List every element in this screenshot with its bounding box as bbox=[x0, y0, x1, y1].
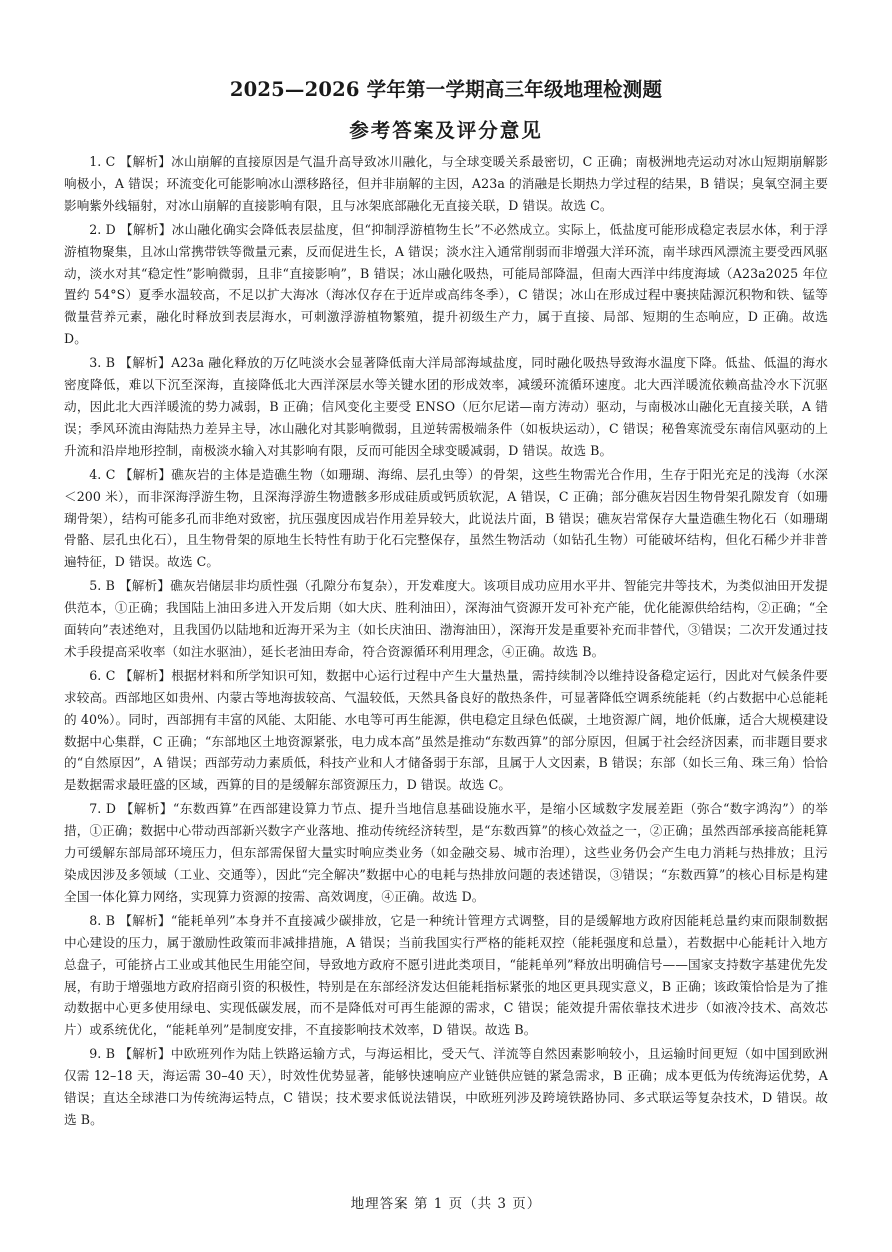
answer-item-8 bbox=[64, 910, 828, 1041]
answer-head: 5. B 【解析】 bbox=[89, 578, 171, 594]
answer-head: 2. D 【解析】 bbox=[89, 221, 172, 237]
answer-text: 中欧班列作为陆上铁路运输方式，与海运相比，受天气、洋流等自然因素影响较小，且运输时间更短（如中国到欧洲仅需 12–18 天，海运需 30–40 天），时效性优势显著，能够快速响应产业链供应链的紧急需求，B 正确；成本更低为传统海运优势，A 错误；直达全球港口为传统海运特点，C 错误；技术要求低说法错误，中欧班列涉及跨境铁路协同、多式联运等复杂技术，D 错误。故选 B。 bbox=[64, 1046, 828, 1127]
answer-text: “能耗单列”本身并不直接减少碳排放，它是一种统计管理方式调整，目的是缓解地方政府因能耗总量约束而限制数据中心建设的压力，属于激励性政策而非减排措施，A 错误；当前我国实行严格的能耗双控（能耗强度和总量），若数据中心能耗计入地方总盘子，可能挤占工业或其他民生用能空间，导致地方政府不愿引进此类项目，“能耗单列”释放出明确信号——国家支持数字基建优先发展，有助于增强地方政府招商引资的积极性，特别是在东部经济发达但能耗指标紧张的地区更具现实意义，B 正确；该政策恰恰是为了推动数据中心更多使用绿电、实现低碳发展，而不是降低对可再生能源的需求，C 错误；能效提升需依靠技术进步（如液冷技术、高效芯片）或系统优化，“能耗单列”是制度安排，不直接影响技术效率，D 错误。故选 B。 bbox=[64, 912, 828, 1038]
answer-page bbox=[64, 76, 828, 1133]
answer-head: 7. D 【解析】 bbox=[89, 801, 173, 817]
answer-head: 4. C 【解析】 bbox=[89, 466, 172, 482]
page-footer: 地理答案 第 1 页（共 3 页） bbox=[350, 1196, 542, 1212]
answer-text: 冰山崩解的直接原因是气温升高导致冰川融化，与全球变暖关系最密切，C 正确；南极洲地壳运动对冰山短期崩解影响极小，A 错误；环流变化可能影响冰山漂移路径，但并非崩解的主因，A23a 的消融是长期热力学过程的结果，B 错误；臭氧空洞主要影响紫外线辐射，对冰山崩解的直接影响有限，且与冰架底部融化无直接关联，D 错误。故选 C。 bbox=[64, 154, 828, 213]
answer-text: 礁灰岩储层非均质性强（孔隙分布复杂），开发难度大。该项目成功应用水平井、智能完井等技术，为类似油田开发提供范本，①正确；我国陆上油田多进入开发后期（如大庆、胜利油田），深海油气资源开发可补充产能，优化能源供给结构，②正确；“全面转向”表述绝对，且我国仍以陆地和近海开采为主（如长庆油田、渤海油田），深海开发是重要补充而非替代，③错误；二次开发通过技术手段提高采收率（如注水驱油），延长老油田寿命，符合资源循环利用理念，④正确。故选 B。 bbox=[64, 578, 828, 659]
answer-head: 9. B 【解析】 bbox=[89, 1046, 171, 1062]
answer-item-3 bbox=[64, 352, 828, 462]
answer-text: 礁灰岩的主体是造礁生物（如珊瑚、海绵、层孔虫等）的骨架，这些生物需光合作用，生存于阳光充足的浅海（水深＜200 米），而非深海浮游生物，且深海浮游生物遗骸多形成硅质或钙质软泥，A 错误，C 正确；部分礁灰岩因生物骨架孔隙发育（如珊瑚骨架），结构可能多孔而非绝对致密，抗压强度因成岩作用差异较大，此说法片面，B 错误；礁灰岩常保存大量造礁生物化石（如珊瑚骨骼、层孔虫化石），且生物骨架的原地生长特性有助于化石完整保存，虽然生物活动（如钻孔生物）可能破坏结构，但化石稀少并非普遍特征，D 错误。故选 C。 bbox=[64, 466, 828, 570]
answer-head: 6. C 【解析】 bbox=[89, 667, 172, 683]
answer-item-4 bbox=[64, 464, 828, 574]
answer-head: 3. B 【解析】 bbox=[89, 355, 172, 371]
page-subtitle: 参考答案及评分意见 bbox=[349, 119, 543, 142]
answer-list bbox=[64, 151, 828, 1131]
answer-text: 冰山融化确实会降低表层盐度，但“抑制浮游植物生长”不必然成立。实际上，低盐度可能形成稳定表层水体，利于浮游植物聚集，且冰山常携带铁等微量元素，反而促进生长，A 错误；淡水注入通常削弱而非增强大洋环流，南半球西风漂流主要受西风驱动，淡水对其“稳定性”影响微弱，且非“直接影响”，B 错误；冰山融化吸热，可能局部降温，但南大西洋中纬度海域（A23a2025 年位置约 54°S）夏季水温较高，不足以扩大海冰（海冰仅存在于近岸或高纬冬季），C 错误；冰山在形成过程中裹挟陆源沉积物和铁、锰等微量营养元素，融化时释放到表层海水，可刺激浮游植物繁殖，提升初级生产力，属于直接、局部、短期的生态响应，D 正确。故选 D。 bbox=[64, 221, 828, 347]
answer-item-5 bbox=[64, 575, 828, 663]
answer-item-2 bbox=[64, 219, 828, 350]
answer-item-6 bbox=[64, 665, 828, 796]
answer-item-7 bbox=[64, 798, 828, 908]
answer-head: 1. C 【解析】 bbox=[89, 154, 172, 169]
answer-item-1 bbox=[64, 151, 828, 217]
answer-text: 根据材料和所学知识可知，数据中心运行过程中产生大量热量，需持续制冷以维持设备稳定运行，因此对气候条件要求较高。西部地区如贵州、内蒙古等地海拔较高、气温较低，天然具备良好的散热条件，可显著降低空调系统能耗（约占数据中心总能耗的 40%）。同时，西部拥有丰富的风能、太阳能、水电等可再生能源，供电稳定且绿色低碳，土地资源广阔，地价低廉，适合大规模建设数据中心集群，C 正确；“东部地区土地资源紧张，电力成本高”虽然是推动“东数西算”的部分原因，但属于社会经济因素，而非题目要求的“自然原因”，A 错误；西部劳动力素质低，科技产业和人才储备弱于东部，且属于人文因素，B 错误；东部（如长三角、珠三角）恰恰是数据需求最旺盛的区域，西算的目的是缓解东部资源压力，D 错误。故选 C。 bbox=[64, 667, 828, 793]
answer-item-9 bbox=[64, 1043, 828, 1131]
answer-text: “东数西算”在西部建设算力节点、提升当地信息基础设施水平，是缩小区域数字发展差距（弥合“数字鸿沟”）的举措，①正确；数据中心带动西部新兴数字产业落地、推动传统经济转型，是“东数西算”的核心效益之一，②正确；虽然西部承接高能耗算力可缓解东部局部环境压力，但东部需保留大量实时响应类业务（如金融交易、城市治理），这些业务仍会产生电力消耗与热排放；且污染成因涉及多领域（工业、交通等），因此“完全解决”数据中心的电耗与热排放问题的表述错误，③错误；“东数西算”的核心目标是构建全国一体化算力网络，实现算力资源的按需、高效调度，④正确。故选 D。 bbox=[64, 801, 829, 904]
page-title: 2025—2026 学年第一学期高三年级地理检测题 bbox=[229, 78, 663, 101]
answer-text: A23a 融化释放的万亿吨淡水会显著降低南大洋局部海域盐度，同时融化吸热导致海水温度下降。低盐、低温的海水密度降低，难以下沉至深海，直接降低北大西洋深层水等关键水团的形成效率，减缓环流循环速度。北大西洋暖流依赖高盐冷水下沉驱动，因此北大西洋暖流的势力减弱，B 正确；信风变化主要受 ENSO（厄尔尼诺—南方涛动）驱动，与南极冰山融化无直接关联，A 错误；季风环流由海陆热力差异主导，冰山融化对其影响微弱，且逆转需极端条件（如板块运动），C 错误；秘鲁寒流受东南信风驱动的上升流和沿岸地形控制，南极淡水输入对其影响有限，反而可能因全球变暖减弱，D 错误。故选 B。 bbox=[64, 355, 828, 458]
answer-head: 8. B 【解析】 bbox=[89, 912, 171, 928]
